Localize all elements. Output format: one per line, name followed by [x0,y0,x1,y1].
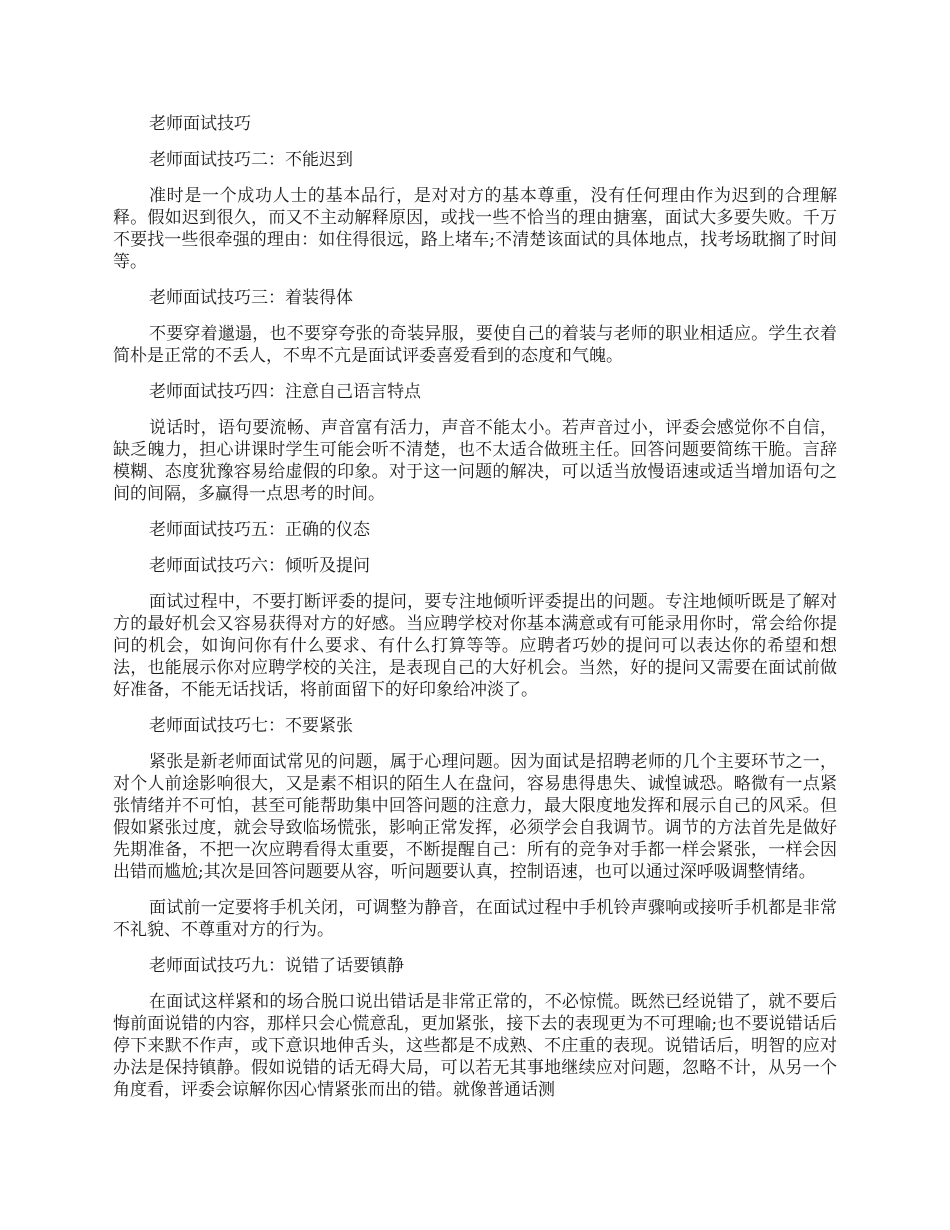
section-heading: 老师面试技巧六：倾听及提问 [149,556,370,576]
paragraph: 准时是一个成功人士的基本品行，是对对方的基本尊重，没有任何理由作为迟到的合理解释。假如迟到很久，而又不主动解释原因，或找一些不恰当的理由搪塞，面试大多要失败。千万不要找一些很牵强的理由：如住得很远，路上堵车;不清楚该面试的具体地点，找考场耽搁了时间等。 [113,186,837,272]
paragraph: 面试前一定要将手机关闭，可调整为静音，在面试过程中手机铃声骤响或接听手机都是非常不礼貌、不尊重对方的行为。 [113,898,837,940]
doc-title: 老师面试技巧 [149,114,251,134]
paragraph: 面试过程中，不要打断评委的提问，要专注地倾听评委提出的问题。专注地倾听既是了解对方的最好机会又容易获得对方的好感。当应聘学校对你基本满意或有可能录用你时，常会给你提问的机会，如询问你有什么要求、有什么打算等等。应聘者巧妙的提问可以表达你的希望和想法，也能展示你对应聘学校的关注，是表现自己的大好机会。当然，好的提问又需要在面试前做好准备，不能无话找话，将前面留下的好印象给冲淡了。 [113,592,837,700]
paragraph: 说话时，语句要流畅、声音富有活力，声音不能太小。若声音过小，评委会感觉你不自信，缺乏魄力，担心讲课时学生可能会听不清楚，也不太适合做班主任。回答问题要简练干脆。言辞模糊、态度犹豫容易给虚假的印象。对于这一问题的解决，可以适当放慢语速或适当增加语句之间的间隔，多赢得一点思考的时间。 [113,418,837,504]
paragraph: 在面试这样紧和的场合脱口说出错话是非常正常的，不必惊慌。既然已经说错了，就不要后悔前面说错的内容，那样只会心慌意乱，更加紧张，接下去的表现更为不可理喻;也不要说错话后停下来默不作声，或下意识地伸舌头，这些都是不成熟、不庄重的表现。说错话后，明智的应对办法是保持镇静。假如说错的话无碍大局，可以若无其事地继续应对问题，忽略不计，从另一个角度看，评委会谅解你因心情紧张而出的错。就像普通话测 [113,992,837,1100]
section-heading: 老师面试技巧五：正确的仪态 [149,520,370,540]
document-page [113,113,837,1115]
section-heading: 老师面试技巧二：不能迟到 [149,150,353,170]
section-heading: 老师面试技巧九：说错了话要镇静 [149,956,404,976]
paragraph: 紧张是新老师面试常见的问题，属于心理问题。因为面试是招聘老师的几个主要环节之一，对个人前途影响很大，又是素不相识的陌生人在盘问，容易患得患失、诚惶诚恐。略微有一点紧张情绪并不可怕，甚至可能帮助集中回答问题的注意力，最大限度地发挥和展示自己的风采。但假如紧张过度，就会导致临场慌张，影响正常发挥，必须学会自我调节。调节的方法首先是做好先期准备，不把一次应聘看得太重要，不断提醒自己：所有的竞争对手都一样会紧张，一样会因出错而尴尬;其次是回答问题要从容，听问题要认真，控制语速，也可以通过深呼吸调整情绪。 [113,752,837,882]
section-heading: 老师面试技巧四：注意自己语言特点 [149,382,421,402]
paragraph: 不要穿着邋遢，也不要穿夸张的奇装异服，要使自己的着装与老师的职业相适应。学生衣着简朴是正常的不丢人，不卑不亢是面试评委喜爱看到的态度和气魄。 [113,324,837,366]
section-heading: 老师面试技巧三：着装得体 [149,288,353,308]
section-heading: 老师面试技巧七：不要紧张 [149,716,353,736]
